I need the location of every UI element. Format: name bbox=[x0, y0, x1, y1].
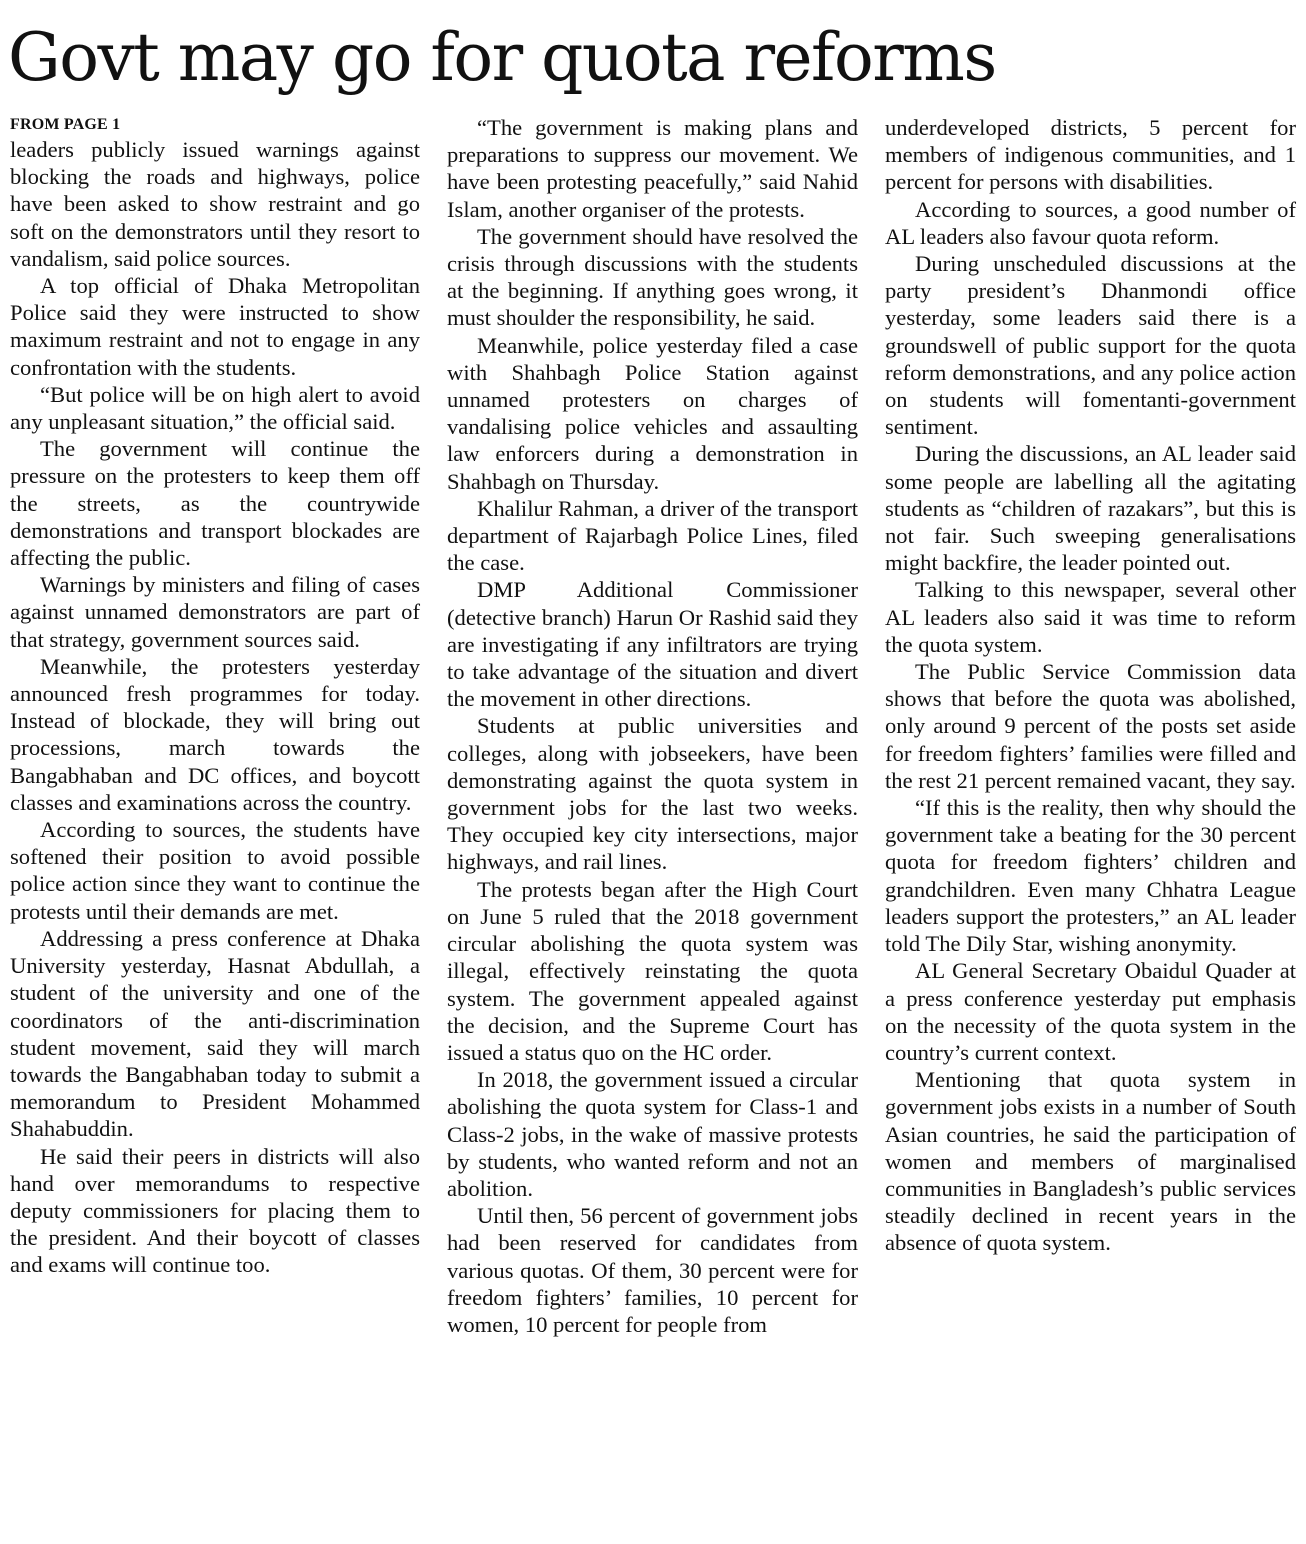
paragraph: “The government is making plans and preparations to suppress our movement. We have been protesting peacefully,” said Nahid Islam, another organiser of the protests. bbox=[447, 115, 858, 222]
paragraph: He said their peers in districts will also hand over memorandums to respective deputy commissioners for placing them to the president. And their boycott of classes and exams will continue too. bbox=[10, 1143, 420, 1278]
paragraph: During unscheduled discussions at the party president’s Dhanmondi office yesterday, some leaders said there is a groundswell of public support for the quota reform demonstrations, and any police action on students will fomentanti-government sentiment. bbox=[885, 251, 1296, 440]
paragraph: “If this is the reality, then why should the government take a beating for the 30 percent quota for freedom fighters’ children and grandchildren. Even many Chhatra League leaders support the protesters,” an AL leader told The Dily Star, wishing anonymity. bbox=[885, 795, 1296, 957]
paragraph: Talking to this newspaper, several other AL leaders also said it was time to reform the quota system. bbox=[885, 577, 1296, 657]
paragraph: Mentioning that quota system in government jobs exists in a number of South Asian countries, he said the participation of women and members of marginalised communities in Bangladesh’s public services steadily declined in recent years in the absence of quota system. bbox=[885, 1067, 1296, 1256]
paragraph: Addressing a press conference at Dhaka University yesterday, Hasnat Abdullah, a student of the university and one of the coordinators of the anti-discrimination student movement, said they will march towards the Bangabhaban today to submit a memorandum to President Mohammed Shahabuddin. bbox=[10, 925, 420, 1142]
paragraph: In 2018, the government issued a circular abolishing the quota system for Class-1 and Class-2 jobs, in the wake of massive protests by students, who wanted reform and not an abolition. bbox=[447, 1067, 858, 1201]
paragraph: “But police will be on high alert to avoid any unpleasant situation,” the official said. bbox=[10, 381, 420, 435]
paragraph: AL General Secretary Obaidul Quader at a press conference yesterday put emphasis on the necessity of the quota system in the country’s current context. bbox=[885, 958, 1296, 1065]
paragraph: Students at public universities and colleges, along with jobseekers, have been demonstrating against the quota system in government jobs for the last two weeks. They occupied key city intersections, major highways, and rail lines. bbox=[447, 713, 858, 875]
continuation-kicker: FROM PAGE 1 bbox=[10, 116, 121, 133]
article-column-2 bbox=[447, 114, 858, 1338]
article-headline: Govt may go for quota reforms bbox=[8, 19, 996, 96]
paragraph: The protests began after the High Court on June 5 ruled that the 2018 government circular abolishing the quota system was illegal, effectively reinstating the quota system. The government appealed against the decision, and the Supreme Court has issued a status quo on the HC order. bbox=[447, 876, 858, 1065]
paragraph: According to sources, a good number of AL leaders also favour quota reform. bbox=[885, 196, 1296, 249]
paragraph: The Public Service Commission data shows that before the quota was abolished, only around 9 percent of the posts set aside for freedom fighters’ families were filled and the rest 21 percent remained vacant, they say. bbox=[885, 659, 1296, 793]
paragraph: Warnings by ministers and filing of cases against unnamed demonstrators are part of that strategy, government sources said. bbox=[10, 572, 420, 652]
paragraph: DMP Additional Commissioner (detective branch) Harun Or Rashid said they are investigating if any infiltrators are trying to take advantage of the situation and divert the movement in other directions. bbox=[447, 577, 858, 712]
paragraph: Meanwhile, the protesters yesterday announced fresh programmes for today. Instead of blockade, they will bring out processions, march towards the Bangabhaban and DC offices, and boycott classes and examinations across the country. bbox=[10, 653, 420, 815]
paragraph: Khalilur Rahman, a driver of the transport department of Rajarbagh Police Lines, filed the case. bbox=[447, 495, 858, 576]
article-column-3 bbox=[885, 114, 1296, 1257]
paragraph: The government will continue the pressure on the protesters to keep them off the streets, as the countrywide demonstrations and transport blockades are affecting the public. bbox=[10, 436, 420, 571]
article-column-1 bbox=[10, 114, 420, 1279]
paragraph: The government should have resolved the crisis through discussions with the students at the beginning. If anything goes wrong, it must shoulder the responsibility, he said. bbox=[447, 223, 858, 331]
paragraph: Until then, 56 percent of government jobs had been reserved for candidates from various quotas. Of them, 30 percent were for freedom fighters’ families, 10 percent for women, 10 percent for people from bbox=[447, 1203, 858, 1337]
paragraph: underdeveloped districts, 5 percent for members of indigenous communities, and 1 percent for persons with disabilities. bbox=[885, 115, 1296, 195]
paragraph: leaders publicly issued warnings against blocking the roads and highways, police have been asked to show restraint and go soft on the demonstrators until they resort to vandalism, said police sources. bbox=[10, 137, 420, 271]
paragraph: Meanwhile, police yesterday filed a case with Shahbagh Police Station against unnamed protesters on charges of vandalising police vehicles and assaulting law enforcers during a demonstration in Shahbagh on Thursday. bbox=[447, 332, 858, 494]
paragraph: According to sources, the students have softened their position to avoid possible police action since they want to continue the protests until their demands are met. bbox=[10, 817, 420, 924]
paragraph: A top official of Dhaka Metropolitan Police said they were instructed to show maximum restraint and not to engage in any confrontation with the students. bbox=[10, 273, 420, 380]
paragraph: During the discussions, an AL leader said some people are labelling all the agitating students as “children of razakars”, but this is not fair. Such sweeping generalisations might backfire, the leader pointed out. bbox=[885, 441, 1296, 576]
